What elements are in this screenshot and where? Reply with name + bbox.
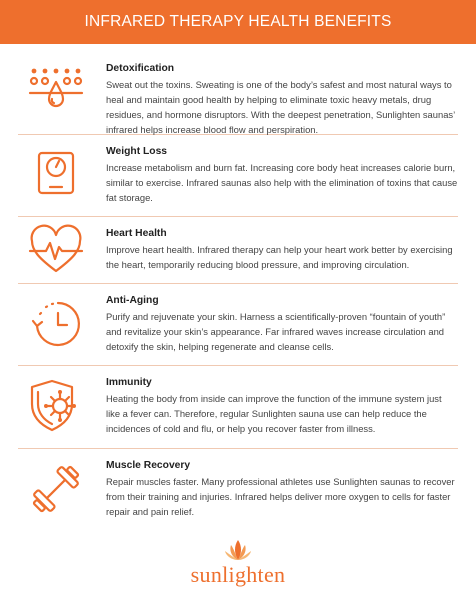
- heart-pulse-icon: [28, 223, 84, 279]
- benefit-description: Repair muscles faster. Many professional athletes use Sunlighten saunas to recover from their training and injuries. Infrared helps deliver more oxygen to cells for faster repair and pain relief.: [106, 476, 455, 517]
- benefit-title: Weight Loss: [106, 146, 168, 157]
- benefit-row-heart-health: [18, 217, 458, 284]
- benefit-description: Improve heart health. Infrared therapy can help your heart work better by exercising the heart, temporarily reducing blood pressure, and improving circulation.: [106, 244, 453, 270]
- benefit-text: [106, 295, 458, 354]
- benefit-description: Sweat out the toxins. Sweating is one of the body’s safest and most natural ways to heal and maintain good health by helping to eliminate toxic heavy metals, drug residues, and hormone disruptors. With the deepest penetration, Sunlighten saunas’ infrared helps increase blood flow and perspiration.: [106, 79, 455, 135]
- benefit-text: [106, 228, 458, 272]
- benefit-title: Detoxification: [106, 63, 175, 74]
- benefit-text: [106, 146, 458, 205]
- benefit-row-detoxification: [18, 52, 458, 135]
- benefit-description: Purify and rejuvenate your skin. Harness a scientifically-proven “fountain of youth” and revitalize your skin’s appearance. Far infrared waves increase circulation and detoxify the skin, helping regenerate and cleanse cells.: [106, 311, 446, 352]
- sweat-drop-icon: [28, 66, 84, 122]
- benefit-description: Increase metabolism and burn fat. Increasing core body heat increases calorie burn, similar to exercise. Infrared saunas also help with the elimination of toxins that cause fat storage.: [106, 162, 458, 203]
- scale-icon: [28, 147, 84, 203]
- shield-virus-icon: [28, 378, 84, 434]
- benefit-text: [106, 460, 458, 519]
- dumbbell-icon: [28, 461, 84, 517]
- benefit-title: Anti-Aging: [106, 295, 159, 306]
- benefit-row-weight-loss: [18, 135, 458, 217]
- benefit-text: [106, 63, 458, 137]
- benefit-row-muscle-recovery: [18, 449, 458, 533]
- benefit-title: Heart Health: [106, 228, 167, 239]
- benefit-title: Immunity: [106, 377, 152, 388]
- logo-wordmark: sunlighten: [190, 562, 286, 587]
- benefit-row-anti-aging: [18, 284, 458, 366]
- page-title: INFRARED THERAPY HEALTH BENEFITS: [84, 13, 392, 30]
- sunlighten-logo: [0, 538, 476, 594]
- benefit-text: [106, 377, 458, 436]
- benefit-row-immunity: [18, 366, 458, 449]
- lotus-logo-icon: [223, 538, 253, 564]
- page-header: [0, 0, 476, 44]
- benefits-list: [18, 52, 458, 533]
- clock-rewind-icon: [28, 296, 84, 352]
- benefit-description: Heating the body from inside can improve the function of the immune system just like a fever can. Therefore, regular Sunlighten sauna use can help reduce the incidences of cold and flu, or help you recover faster from illness.: [106, 393, 442, 434]
- benefit-title: Muscle Recovery: [106, 460, 191, 471]
